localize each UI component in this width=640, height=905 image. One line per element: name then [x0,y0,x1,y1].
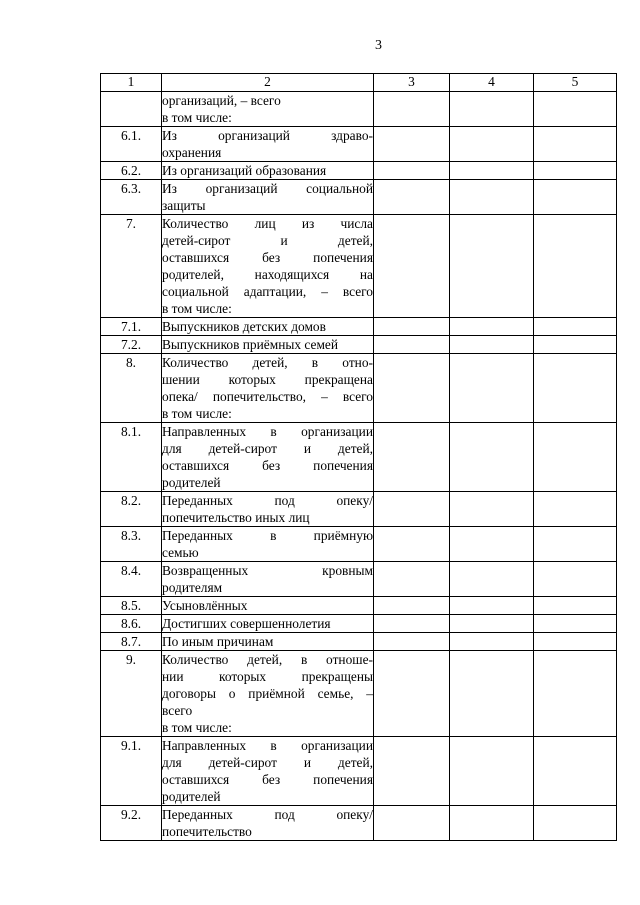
table-row [101,423,617,492]
description-line: всего [162,703,193,718]
description-line: Переданных под опеку/ [162,493,373,508]
row-description-cell [162,615,374,633]
statistics-table [100,73,617,841]
description-line: попечительство [162,824,252,839]
table-row [101,336,617,354]
value-cell-col-4 [450,615,534,633]
description-line: для детей-сирот и детей, [162,755,373,770]
value-cell-col-4 [450,336,534,354]
row-description-cell [162,527,374,562]
row-description-cell [162,354,374,423]
value-cell-col-5 [534,336,617,354]
table-row [101,806,617,841]
description-line: Направленных в организации [162,738,373,753]
row-number-cell: 6.1. [101,127,162,162]
value-cell-col-5 [534,615,617,633]
value-cell-col-4 [450,318,534,336]
value-cell-col-5 [534,806,617,841]
description-line: в том числе: [162,301,232,316]
value-cell-col-3 [374,615,450,633]
value-cell-col-5 [534,527,617,562]
description-line: Переданных в приёмную [162,528,373,543]
value-cell-col-3 [374,318,450,336]
table-row [101,127,617,162]
row-number-cell: 8.1. [101,423,162,492]
value-cell-col-5 [534,180,617,215]
description-line: Возвращенных кровным [162,563,373,578]
description-line: родителей, находящихся на [162,267,373,282]
description-line: Из организаций социальной [162,181,373,196]
value-cell-col-4 [450,633,534,651]
description-line: договоры о приёмной семье, – [162,686,373,701]
value-cell-col-4 [450,127,534,162]
value-cell-col-4 [450,737,534,806]
row-number-cell: 8.4. [101,562,162,597]
description-line: Усыновлённых [162,598,248,613]
row-description-cell [162,423,374,492]
value-cell-col-4 [450,180,534,215]
description-line: родителей [162,789,221,804]
table-row [101,92,617,127]
table-row [101,215,617,318]
value-cell-col-3 [374,336,450,354]
value-cell-col-3 [374,527,450,562]
value-cell-col-5 [534,354,617,423]
row-number-cell: 7. [101,215,162,318]
value-cell-col-3 [374,651,450,737]
value-cell-col-3 [374,162,450,180]
description-line: для детей-сирот и детей, [162,441,373,456]
description-line: оставшихся без попечения [162,458,373,473]
value-cell-col-4 [450,651,534,737]
column-header: 3 [374,74,450,92]
row-number-cell: 9.2. [101,806,162,841]
description-line: оставшихся без попечения [162,772,373,787]
row-number-cell: 8. [101,354,162,423]
description-line: Количество детей, в отноше- [162,652,373,667]
row-description-cell [162,215,374,318]
table-row [101,527,617,562]
description-line: Из организаций здраво- [162,128,373,143]
row-number-cell: 6.2. [101,162,162,180]
description-line: попечительство иных лиц [162,510,310,525]
row-number-cell: 7.2. [101,336,162,354]
value-cell-col-3 [374,597,450,615]
row-number-cell: 8.2. [101,492,162,527]
column-header: 1 [101,74,162,92]
value-cell-col-5 [534,215,617,318]
value-cell-col-4 [450,527,534,562]
row-description-cell [162,336,374,354]
row-description-cell [162,492,374,527]
table-row [101,651,617,737]
row-number-cell: 8.7. [101,633,162,651]
value-cell-col-5 [534,162,617,180]
value-cell-col-3 [374,562,450,597]
table-row [101,180,617,215]
description-line: родителей [162,475,221,490]
column-header: 4 [450,74,534,92]
value-cell-col-5 [534,492,617,527]
description-line: родителям [162,580,223,595]
description-line: социальной адаптации, – всего [162,284,373,299]
description-line: в том числе: [162,406,232,421]
value-cell-col-5 [534,651,617,737]
row-description-cell [162,806,374,841]
value-cell-col-3 [374,127,450,162]
row-number-cell: 7.1. [101,318,162,336]
column-header: 2 [162,74,374,92]
description-line: опека/ попечительство, – всего [162,389,373,404]
value-cell-col-4 [450,597,534,615]
table-row [101,597,617,615]
description-line: Выпускников детских домов [162,319,326,334]
table-row [101,737,617,806]
value-cell-col-5 [534,597,617,615]
value-cell-col-3 [374,492,450,527]
value-cell-col-4 [450,492,534,527]
page-number: 3 [375,38,382,53]
description-line: организаций, – всего [162,93,281,108]
value-cell-col-5 [534,92,617,127]
value-cell-col-5 [534,562,617,597]
description-line: охранения [162,145,222,160]
table-row [101,318,617,336]
value-cell-col-5 [534,423,617,492]
value-cell-col-5 [534,737,617,806]
value-cell-col-3 [374,737,450,806]
description-line: Количество лиц из числа [162,216,373,231]
row-description-cell [162,162,374,180]
row-description-cell [162,562,374,597]
value-cell-col-5 [534,318,617,336]
row-description-cell [162,92,374,127]
description-line: Направленных в организации [162,424,373,439]
row-description-cell [162,597,374,615]
row-description-cell [162,180,374,215]
row-number-cell: 9.1. [101,737,162,806]
description-line: нии которых прекращены [162,669,373,684]
value-cell-col-4 [450,562,534,597]
description-line: Количество детей, в отно- [162,355,373,370]
value-cell-col-3 [374,354,450,423]
description-line: в том числе: [162,720,232,735]
column-header: 5 [534,74,617,92]
value-cell-col-3 [374,180,450,215]
value-cell-col-5 [534,633,617,651]
table-row [101,162,617,180]
description-line: Переданных под опеку/ [162,807,373,822]
value-cell-col-3 [374,92,450,127]
row-description-cell [162,633,374,651]
table-row [101,615,617,633]
description-line: детей-сирот и детей, [162,233,373,248]
row-description-cell [162,127,374,162]
description-line: Достигших совершеннолетия [162,616,331,631]
row-number-cell: 8.5. [101,597,162,615]
description-line: Из организаций образования [162,163,327,178]
row-number-cell: 8.6. [101,615,162,633]
row-description-cell [162,318,374,336]
table-body [101,92,617,841]
value-cell-col-3 [374,215,450,318]
description-line: семью [162,545,199,560]
description-line: защиты [162,198,206,213]
value-cell-col-4 [450,806,534,841]
row-description-cell [162,651,374,737]
row-number-cell: 9. [101,651,162,737]
description-line: оставшихся без попечения [162,250,373,265]
value-cell-col-4 [450,423,534,492]
description-line: в том числе: [162,110,232,125]
table-row [101,633,617,651]
value-cell-col-4 [450,92,534,127]
value-cell-col-3 [374,806,450,841]
description-line: По иным причинам [162,634,274,649]
value-cell-col-3 [374,633,450,651]
table-row [101,354,617,423]
row-number-cell: 6.3. [101,180,162,215]
table-row [101,492,617,527]
value-cell-col-4 [450,354,534,423]
value-cell-col-5 [534,127,617,162]
table-row [101,562,617,597]
value-cell-col-3 [374,423,450,492]
description-line: шении которых прекращена [162,372,373,387]
description-line: Выпускников приёмных семей [162,337,339,352]
value-cell-col-4 [450,162,534,180]
row-number-cell: 8.3. [101,527,162,562]
column-number-header-row [101,74,617,92]
row-number-cell [101,92,162,127]
row-description-cell [162,737,374,806]
value-cell-col-4 [450,215,534,318]
